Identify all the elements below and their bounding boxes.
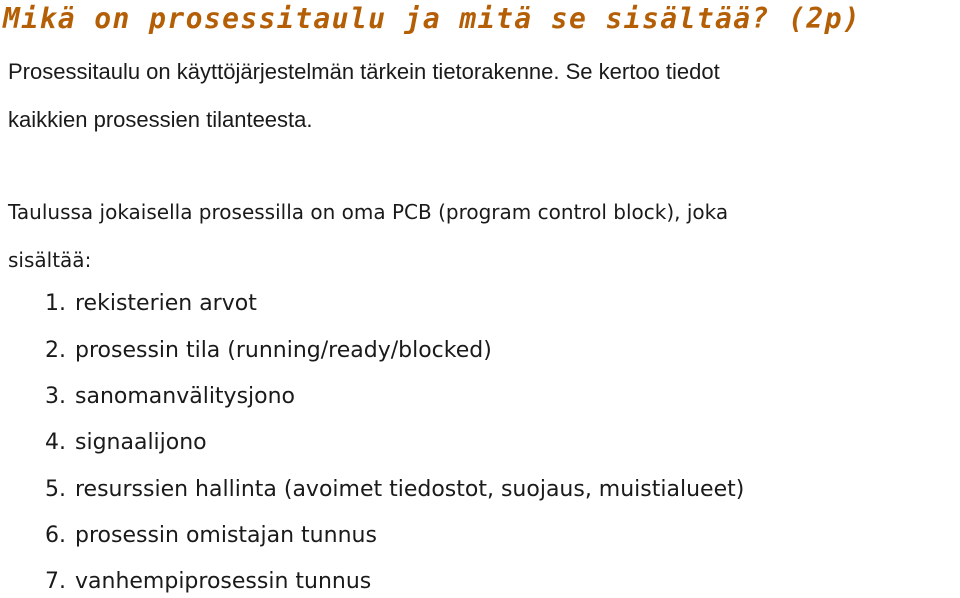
- pcb-line: sisältää:: [8, 248, 92, 272]
- list-item: [45, 477, 744, 502]
- list-item: [45, 569, 371, 594]
- list-item: [45, 384, 295, 409]
- list-item-number: 4.: [45, 430, 66, 455]
- list-item-text: sanomanvälitysjono: [75, 384, 296, 409]
- list-item-number: 1.: [45, 291, 66, 316]
- question-title: Mikä on prosessitaulu ja mitä se sisältää? (2p): [3, 2, 862, 35]
- list-item-number: 2.: [45, 338, 66, 363]
- list-item-text: vanhempiprosessin tunnus: [75, 569, 372, 594]
- list-item-text: prosessin tila (running/ready/blocked): [75, 338, 492, 363]
- list-item: [45, 523, 377, 548]
- pcb-line: Taulussa jokaisella prosessilla on oma PCB (program control block), joka: [8, 200, 729, 224]
- intro-line: kaikkien prosessien tilanteesta.: [8, 107, 313, 132]
- list-item-text: signaalijono: [75, 430, 207, 455]
- list-item-number: 7.: [45, 569, 66, 594]
- list-item-text: resurssien hallinta (avoimet tiedostot, suojaus, muistialueet): [75, 477, 745, 502]
- list-item: [45, 338, 492, 363]
- list-item-text: prosessin omistajan tunnus: [75, 523, 377, 548]
- list-item-number: 5.: [45, 477, 66, 502]
- list-item: [45, 291, 257, 316]
- list-item-number: 3.: [45, 384, 66, 409]
- list-item-number: 6.: [45, 523, 66, 548]
- list-item-text: rekisterien arvot: [75, 291, 257, 316]
- intro-line: Prosessitaulu on käyttöjärjestelmän tärkein tietorakenne. Se kertoo tiedot: [8, 59, 720, 84]
- list-item: [45, 430, 207, 455]
